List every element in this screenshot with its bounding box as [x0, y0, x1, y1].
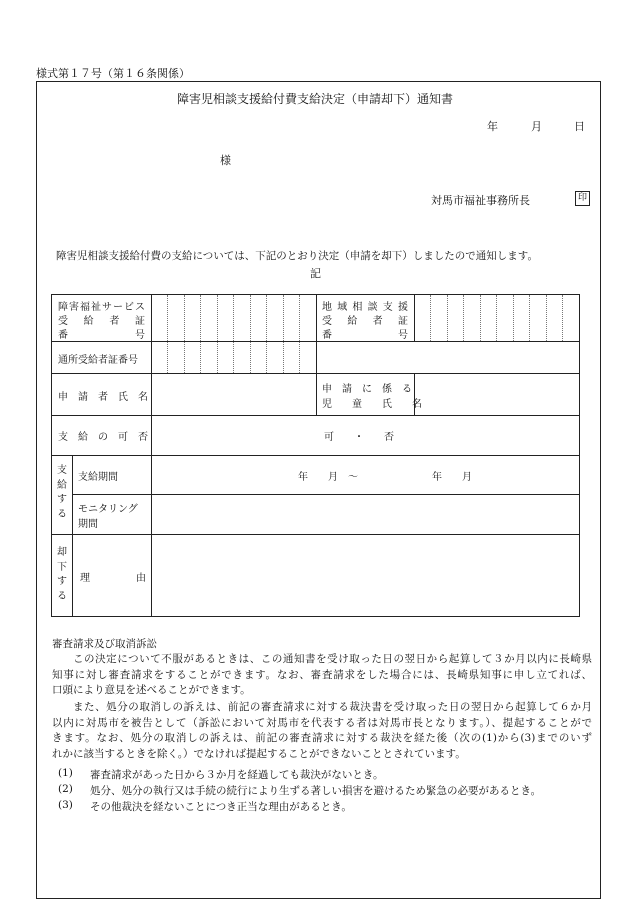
recipient-suffix: 様	[220, 154, 231, 167]
label-day-care-number: 通所受給者証番号	[58, 355, 138, 366]
appeal-item-3-num: (3)	[58, 799, 73, 811]
label-service-recipient-1: 障害福祉サービス	[58, 302, 145, 313]
appeal-item-2-num: (2)	[58, 783, 73, 795]
label-child-1: 申 請 に 係 る	[322, 384, 412, 395]
label-reject-group: 却 下 す る	[57, 547, 67, 602]
appeal-paragraph-1: この決定について不服があるときは、この通知書を受け取った日の翌日から起算して３か月以内に長崎県 知事に対し審査請求をすることができます。なお、審査請求をした場合には、長崎県知事に申し立てれば、 口頭により意見を述べることができます。	[52, 653, 592, 697]
label-service-recipient-2: 受 給 者 証	[58, 316, 145, 327]
label-child-2: 児 童 氏 名	[322, 399, 422, 410]
label-regional-1: 地域相談支援	[322, 302, 408, 313]
date-day: 日	[574, 120, 585, 133]
appeal-item-1-text: 審査請求があった日から３か月を経過しても裁決がないとき。	[90, 769, 384, 781]
label-payment-group: 支 給 す る	[57, 465, 67, 520]
date-year: 年	[487, 120, 498, 133]
appeal-paragraph-2: また、処分の取消しの訴えは、前記の審査請求に対する裁決書を受け取った日の翌日から起算して６か月 以内に対馬市を被告として（訴訟において対馬市を代表する者は対馬市長となります。）、提起することがで きます。なお、処分の取消しの訴えは、前記の審査請求に対する裁決を経た後（次の(1)から(3)までのいず れかに該当するときを除く。）でなければ提起することができないこととされています。	[52, 701, 592, 760]
appeal-item-1-num: (1)	[58, 767, 73, 779]
appeal-heading: 審査請求及び取消訴訟	[52, 638, 157, 650]
approval-value: 可 ・ 否	[324, 432, 394, 443]
label-applicant-name: 申 請 者 氏 名	[58, 392, 148, 403]
label-regional-3a: 番	[322, 330, 332, 341]
label-monitoring-1: モニタリング	[78, 504, 138, 515]
appeal-item-2-text: 処分、処分の執行又は手続の続行により生ずる著しい損害を避けるため緊急の必要があるとき。	[90, 785, 542, 797]
ki-label: 記	[310, 267, 321, 280]
date-month: 月	[531, 120, 542, 133]
label-approval: 支 給 の 可 否	[58, 432, 148, 443]
document-title: 障害児相談支援給付費支給決定（申請却下）通知書	[176, 92, 453, 106]
intro-text: 障害児相談支援給付費の支給については、下記のとおり決定（申請を却下）しましたので通知します。	[56, 250, 538, 262]
issuer-name: 対馬市福祉事務所長	[431, 194, 530, 207]
label-reason-b: 由	[136, 573, 146, 584]
seal-mark: 印	[575, 191, 590, 206]
period-value-start: 年 月 ～	[298, 472, 358, 483]
label-payment-period: 支給期間	[78, 472, 118, 483]
label-reason-a: 理	[80, 573, 90, 584]
appeal-item-3-text: その他裁決を経ないことにつき正当な理由があるとき。	[90, 801, 352, 813]
form-number: 様式第１７号（第１６条関係）	[36, 67, 190, 80]
label-regional-3b: 号	[398, 330, 408, 341]
label-service-recipient-3b: 号	[135, 330, 145, 341]
period-value-end: 年 月	[432, 472, 472, 483]
label-monitoring-2: 期間	[78, 519, 98, 530]
label-regional-2: 受 給 者 証	[322, 316, 408, 327]
label-service-recipient-3a: 番	[58, 330, 68, 341]
